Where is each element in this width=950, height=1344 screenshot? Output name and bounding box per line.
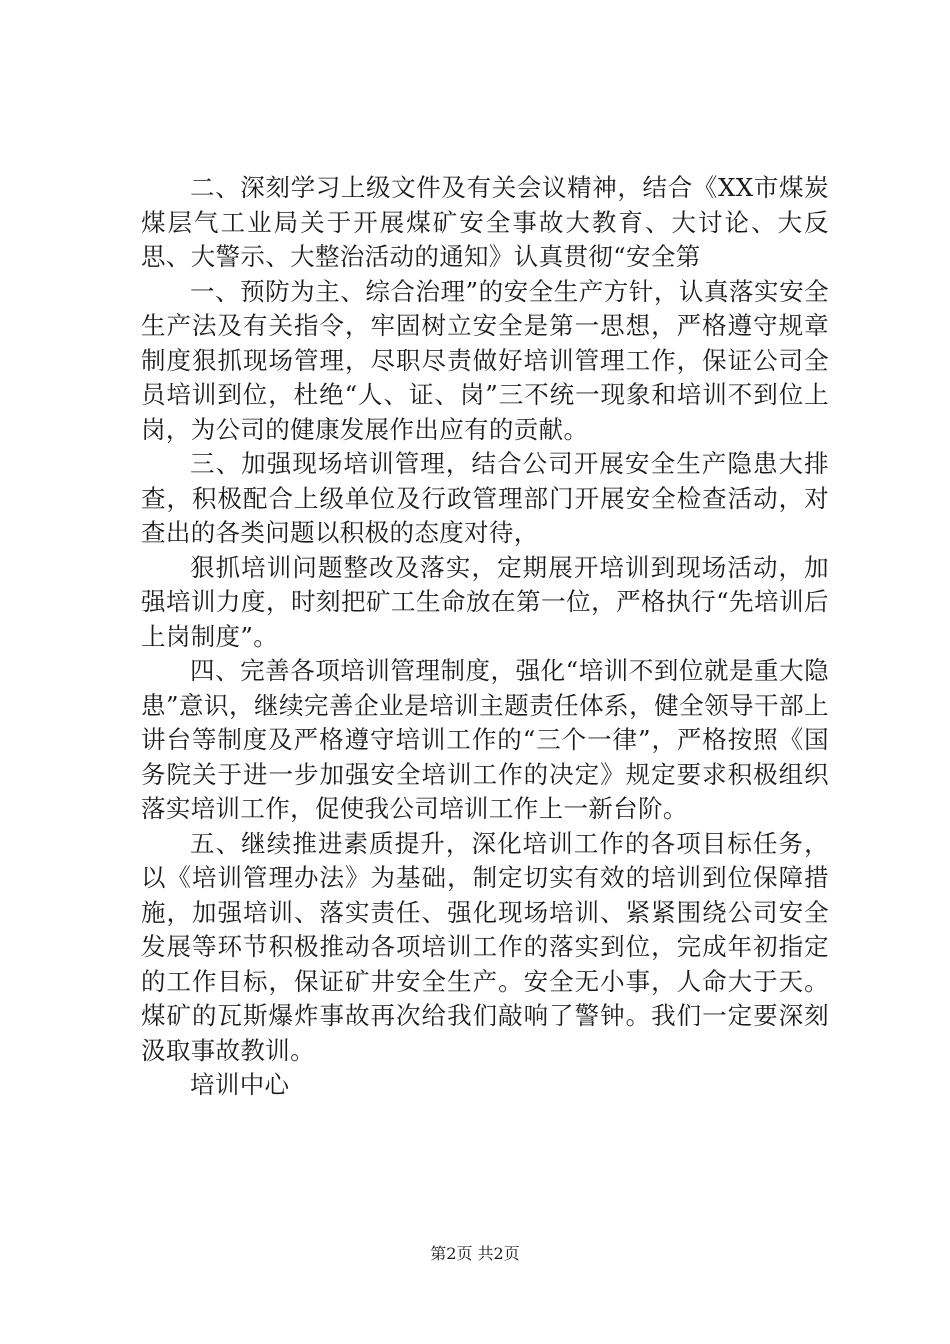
paragraph-section-two: 二、深刻学习上级文件及有关会议精神，结合《XX市煤炭煤层气工业局关于开展煤矿安全事故大教育、大讨论、大反思、大警示、大整治活动的通知》认真贯彻“安全第 [141,173,829,271]
document-body [141,171,829,1103]
paragraph-safety-policy: 一、预防为主、综合治理”的安全生产方针，认真落实安全生产法及有关指令，牢固树立安全是第一思想，严格遵守规章制度狠抓现场管理，尽职尽责做好培训管理工作，保证公司全员培训到位，杜绝“人、证、岗”三不统一现象和培训不到位上岗，为公司的健康发展作出应有的贡献。 [141,276,829,444]
paragraph-section-five: 五、继续推进素质提升，深化培训工作的各项目标任务，以《培训管理办法》为基础，制定切实有效的培训到位保障措施，加强培训、落实责任、强化现场培训、紧紧围绕公司安全发展等环节积极推动各项培训工作的落实到位，完成年初指定的工作目标，保证矿井安全生产。安全无小事，人命大于天。煤矿的瓦斯爆炸事故再次给我们敲响了警钟。我们一定要深刻汲取事故教训。 [141,828,829,1065]
page-footer: 第2页 共2页 [430,1244,520,1263]
signature-training-center: 培训中心 [190,1070,290,1099]
paragraph-section-four: 四、完善各项培训管理制度，强化“培训不到位就是重大隐患”意识，继续完善企业是培训主题责任体系，健全领导干部上讲台等制度及严格遵守培训工作的“三个一律”，严格按照《国务院关于进一步加强安全培训工作的决定》规定要求积极组织落实培训工作，促使我公司培训工作上一新台阶。 [141,656,829,823]
paragraph-rectification: 狠抓培训问题整改及落实，定期展开培训到现场活动，加强培训力度，时刻把矿工生命放在第一位，严格执行“先培训后上岗制度”。 [141,552,829,651]
paragraph-section-three: 三、加强现场培训管理，结合公司开展安全生产隐患大排查，积极配合上级单位及行政管理部门开展安全检查活动，对查出的各类问题以积极的态度对待， [141,449,829,547]
